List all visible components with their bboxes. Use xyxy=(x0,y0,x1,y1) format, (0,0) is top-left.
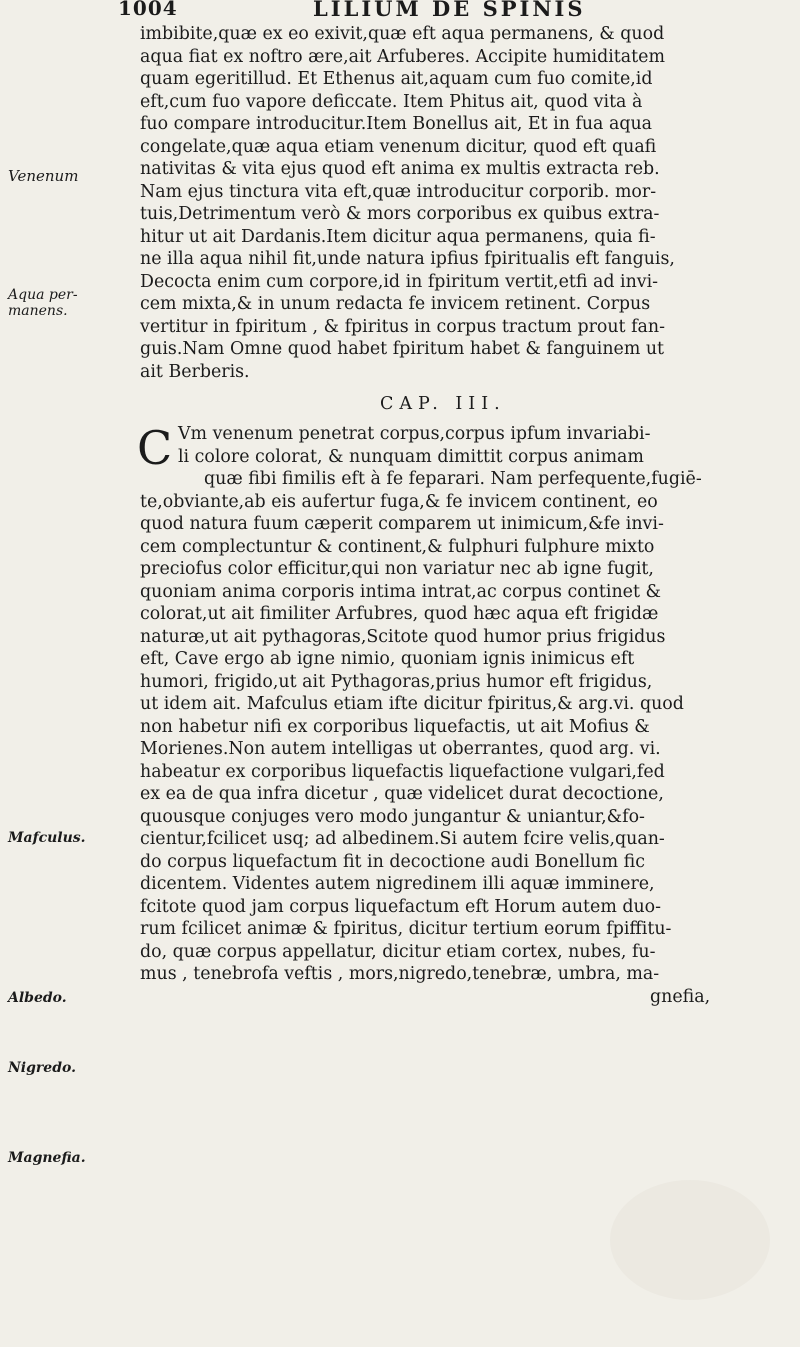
text-line: humori, frigido,ut ait Pythagoras,prius humor eft frigidus, xyxy=(140,671,653,692)
text-line: rum fcilicet animæ & fpiritus, dicitur tertium eorum fpiffitu- xyxy=(140,919,672,939)
text-line: congelate,quæ aqua etiam venenum dicitur, quod eft quafi xyxy=(140,136,657,157)
text-line: fcitote quod jam corpus liquefactum eft Horum autem duo- xyxy=(140,896,662,917)
text-line: naturæ,ut ait pythagoras,Scitote quod humor prius frigidus xyxy=(140,626,666,647)
text-line: hitur ut ait Dardanis.Item dicitur aqua permanens, quia fi- xyxy=(140,226,656,247)
text-line: Vm venenum penetrat corpus,corpus ipfum invariabi- xyxy=(178,424,651,444)
body-text xyxy=(137,23,780,1008)
text-block-1 xyxy=(140,23,780,383)
text-line: ne illa aqua nihil fit,unde natura ipfius fpiritualis eft fanguis, xyxy=(140,249,675,269)
text-block-2 xyxy=(140,491,780,1009)
text-line: do corpus liquefactum fit in decoctione audi Bonellum fic xyxy=(140,851,645,872)
text-line: non habetur nifi ex corporibus liquefactis, ut ait Mofius & xyxy=(140,716,650,737)
margin-note-nigredo: Nigredo. xyxy=(8,1060,76,1076)
page-number: 1004 xyxy=(118,0,178,20)
text-line: li colore colorat, & nunquam dimittit corpus animam xyxy=(178,446,644,467)
text-line: Decocta enim cum corpore,id in fpiritum vertit,etfi ad invi- xyxy=(140,271,659,292)
margin-note-magnesia: Magnefia. xyxy=(8,1150,86,1166)
text-line: preciofus color efficitur,qui non variatur nec ab igne fugit, xyxy=(140,559,654,579)
text-line: Nam ejus tinctura vita eft,quæ introducitur corporib. mor- xyxy=(140,181,657,202)
text-line: eft, Cave ergo ab igne nimio, quoniam ignis inimicus eft xyxy=(140,649,635,669)
chapter-opening xyxy=(137,421,780,491)
text-line: Morienes.Non autem intelligas ut oberrantes, quod arg. vi. xyxy=(140,739,661,759)
margin-note-venenum: Venenum xyxy=(8,167,79,185)
paper-stain xyxy=(610,1180,770,1300)
text-line: fuo compare introducitur.Item Bonellus ait, Et in fua aqua xyxy=(140,114,653,134)
text-line: quæ fibi fimilis eft à fe feparari. Nam perfequente,fugiē- xyxy=(204,469,702,489)
text-line: quoniam anima corporis intima intrat,ac corpus continet & xyxy=(140,581,661,602)
text-line: gnefia, xyxy=(650,986,711,1007)
text-line: vertitur in fpiritum , & fpiritus in corpus tractum prout fan- xyxy=(140,316,665,337)
text-line: quam egeritillud. Et Ethenus ait,aquam cum fuo comite,id xyxy=(140,69,653,89)
text-line: cem complectuntur & continent,& fulphuri fulphure mixto xyxy=(140,536,655,557)
text-line: do, quæ corpus appellatur, dicitur etiam cortex, nubes, fu- xyxy=(140,941,656,962)
text-line: aqua fiat ex noftro ære,ait Arfuberes. Accipite humiditatem xyxy=(140,46,665,67)
text-line: ut idem ait. Mafculus etiam ifte dicitur fpiritus,& arg.vi. quod xyxy=(140,694,684,714)
running-title: LILIUM DE SPINIS xyxy=(313,0,586,21)
chapter-heading: CAP. III. xyxy=(380,394,506,414)
margin-note-aqua-permanens: Aqua per- manens. xyxy=(8,287,78,319)
text-line: te,obviante,ab eis aufertur fuga,& fe invicem continent, eo xyxy=(140,491,658,512)
margin-note-albedo: Albedo. xyxy=(8,990,67,1006)
text-line: eft,cum fuo vapore deficcate. Item Phitus ait, quod vita à xyxy=(140,91,643,112)
margin-note-masculus: Mafculus. xyxy=(8,830,86,846)
text-line: habeatur ex corporibus liquefactis liquefactione vulgari,fed xyxy=(140,761,665,782)
text-line: colorat,ut ait fimiliter Arfubres, quod hæc aqua eft frigidæ xyxy=(140,604,659,624)
text-line: guis.Nam Omne quod habet fpiritum habet & fanguinem ut xyxy=(140,339,665,359)
text-line: imbibite,quæ ex eo exivit,quæ eft aqua permanens, & quod xyxy=(140,24,665,44)
text-line: dicentem. Videntes autem nigredinem illi aquæ imminere, xyxy=(140,874,655,894)
text-line: quod natura fuum cæperit comparem ut inimicum,&fe invi- xyxy=(140,514,664,534)
text-line: cientur,fcilicet usq; ad albedinem.Si autem fcire velis,quan- xyxy=(140,829,665,849)
text-line: ait Berberis. xyxy=(140,361,250,382)
text-line: ex ea de qua infra dicetur , quæ videlicet durat decoctione, xyxy=(140,784,664,804)
text-line: cem mixta,& in unum redacta fe invicem retinent. Corpus xyxy=(140,294,651,314)
page-header xyxy=(118,0,800,24)
text-line: mus , tenebrofa veftis , mors,nigredo,tenebræ, umbra, ma- xyxy=(140,964,660,984)
text-line: nativitas & vita ejus quod eft anima ex multis extracta reb. xyxy=(140,159,660,179)
text-line: tuis,Detrimentum verò & mors corporibus ex quibus extra- xyxy=(140,204,660,224)
text-line: quousque conjuges vero modo jungantur & uniantur,&fo- xyxy=(140,806,645,827)
drop-cap: C xyxy=(137,421,173,475)
